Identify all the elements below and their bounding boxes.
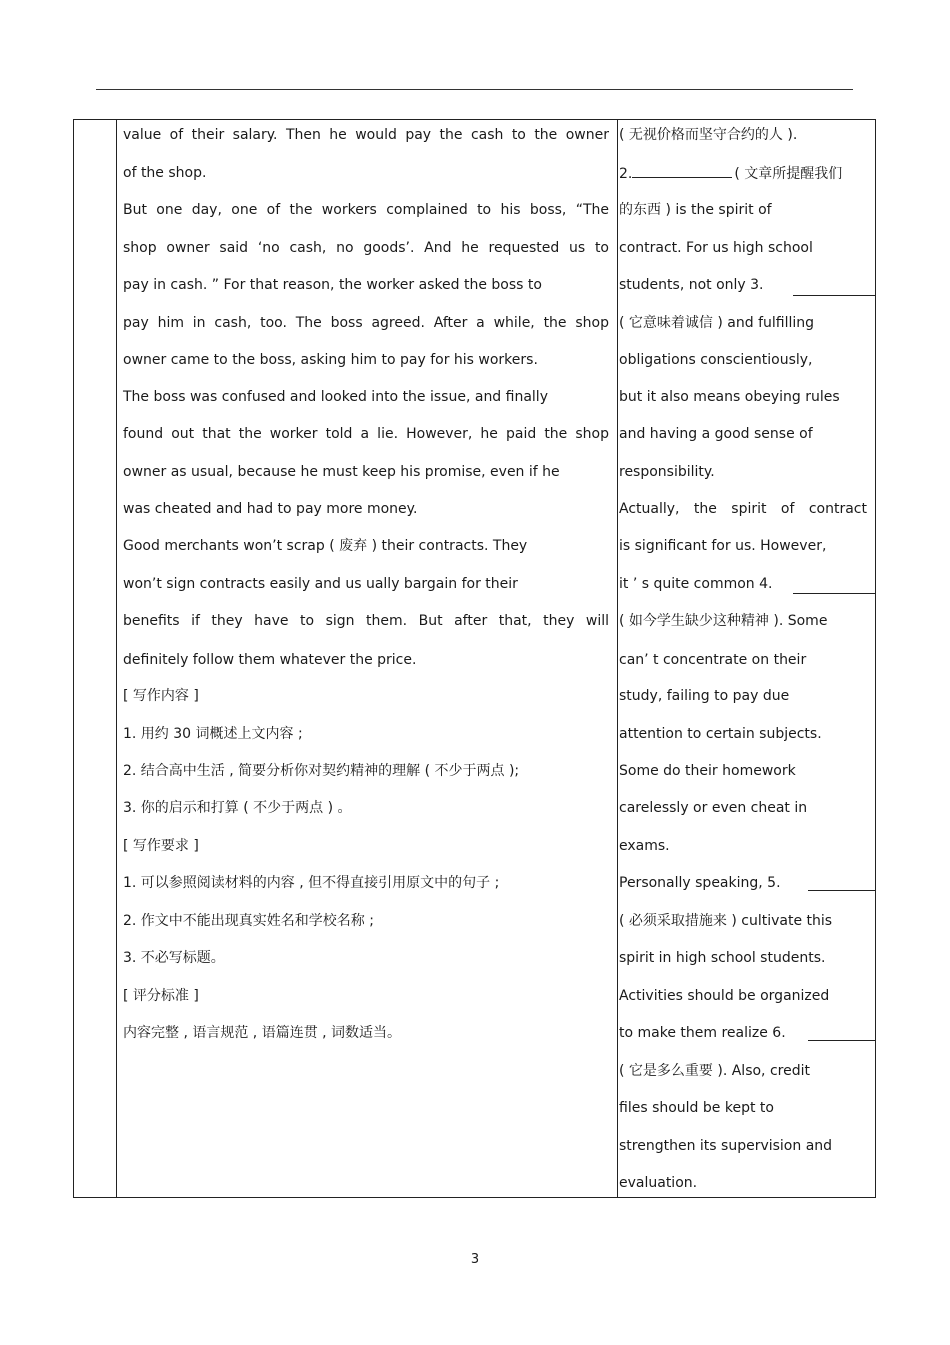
requirement-item: 1. 可以参照阅读材料的内容 , 但不得直接引用原文中的句子 ; — [123, 875, 500, 891]
answer-blank-6[interactable] — [808, 1040, 876, 1041]
essay-line: Personally speaking, 5. — [619, 875, 781, 891]
essay-line: 的东西 ) is the spirit of — [619, 202, 772, 218]
essay-line: contract. For us high school — [619, 240, 813, 256]
requirement-item: 3. 不必写标题。 — [123, 950, 225, 966]
essay-text: ( 文章所提醒我们 — [734, 166, 843, 182]
essay-line: exams. — [619, 838, 670, 854]
essay-line: obligations conscientiously, — [619, 352, 813, 368]
passage-line: definitely follow them whatever the price. — [123, 652, 417, 668]
essay-line: ( 无视价格而坚守合约的人 ). — [619, 127, 798, 143]
answer-blank-5[interactable] — [808, 890, 876, 891]
passage-line: found out that the worker told a lie. However, he paid the shop — [123, 426, 609, 442]
passage-line: value of their salary. Then he would pay the cash to the owner — [123, 127, 609, 143]
task-item: 1. 用约 30 词概述上文内容 ; — [123, 726, 303, 742]
essay-line: attention to certain subjects. — [619, 726, 822, 742]
essay-line: it ’ s quite common 4. — [619, 576, 773, 592]
table-divider-right — [617, 119, 618, 1198]
section-heading: [ 写作要求 ] — [123, 838, 199, 854]
passage-line: But one day, one of the workers complained to his boss, “The — [123, 202, 609, 218]
essay-line: Activities should be organized — [619, 988, 830, 1004]
essay-line: files should be kept to — [619, 1100, 774, 1116]
section-heading: [ 评分标准 ] — [123, 988, 199, 1004]
essay-line: students, not only 3. — [619, 277, 764, 293]
passage-line: pay him in cash, too. The boss agreed. After a while, the shop — [123, 315, 609, 331]
essay-line: ( 它意味着诚信 ) and fulfilling — [619, 315, 815, 331]
requirement-item: 2. 作文中不能出现真实姓名和学校名称 ; — [123, 913, 374, 929]
passage-line: pay in cash. ” For that reason, the worker asked the boss to — [123, 277, 542, 293]
passage-line: was cheated and had to pay more money. — [123, 501, 418, 517]
passage-line: shop owner said ‘no cash, no goods’. And he requested us to — [123, 240, 609, 256]
essay-line: responsibility. — [619, 464, 715, 480]
essay-line-blank-2 — [619, 163, 867, 184]
passage-line: The boss was confused and looked into the issue, and finally — [123, 389, 548, 405]
essay-line: spirit in high school students. — [619, 950, 826, 966]
essay-line: ( 必须采取措施来 ) cultivate this — [619, 913, 833, 929]
passage-line: of the shop. — [123, 165, 207, 181]
blank-number: 2. — [619, 166, 633, 182]
essay-line: can’ t concentrate on their — [619, 652, 807, 668]
scoring-criteria: 内容完整 , 语言规范 , 语篇连贯 , 词数适当。 — [123, 1025, 402, 1041]
essay-line: and having a good sense of — [619, 426, 813, 442]
essay-line: ( 如今学生缺少这种精神 ). Some — [619, 613, 828, 629]
answer-blank-2[interactable] — [632, 163, 732, 178]
essay-line: evaluation. — [619, 1175, 698, 1191]
section-heading: [ 写作内容 ] — [123, 688, 199, 704]
answer-blank-4[interactable] — [793, 593, 876, 594]
essay-line: is significant for us. However, — [619, 538, 827, 554]
answer-blank-3[interactable] — [793, 295, 876, 296]
page-number: 3 — [470, 1252, 480, 1267]
passage-line: Good merchants won’t scrap ( 废弃 ) their contracts. They — [123, 538, 528, 554]
header-rule — [96, 89, 853, 90]
task-item: 3. 你的启示和打算 ( 不少于两点 ) 。 — [123, 800, 352, 816]
essay-line: to make them realize 6. — [619, 1025, 786, 1041]
essay-line: study, failing to pay due — [619, 688, 790, 704]
essay-line: but it also means obeying rules — [619, 389, 840, 405]
essay-line: strengthen its supervision and — [619, 1138, 833, 1154]
essay-line: Some do their homework — [619, 763, 796, 779]
table-divider-left — [116, 119, 117, 1198]
essay-line: carelessly or even cheat in — [619, 800, 808, 816]
passage-line: won’t sign contracts easily and us ually bargain for their — [123, 576, 518, 592]
task-item: 2. 结合高中生活 , 简要分析你对契约精神的理解 ( 不少于两点 ); — [123, 763, 520, 779]
essay-line: Actually, the spirit of contract — [619, 501, 867, 517]
passage-line: benefits if they have to sign them. But after that, they will — [123, 613, 609, 629]
passage-line: owner came to the boss, asking him to pay for his workers. — [123, 352, 538, 368]
essay-line: ( 它是多么重要 ). Also, credit — [619, 1063, 810, 1079]
passage-line: owner as usual, because he must keep his promise, even if he — [123, 464, 560, 480]
